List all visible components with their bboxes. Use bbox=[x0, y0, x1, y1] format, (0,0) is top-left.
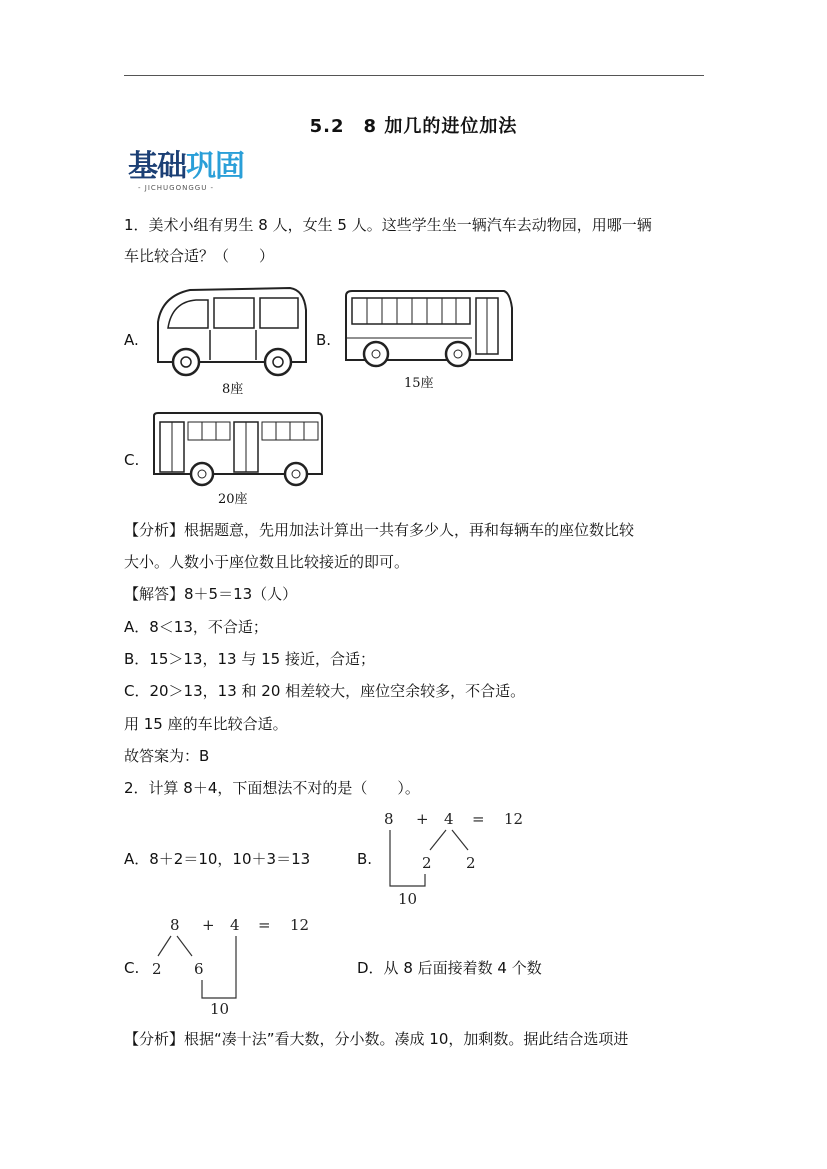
q1-option-b: B. bbox=[316, 331, 332, 349]
van-8-seat-image bbox=[150, 282, 310, 378]
diag-b-sum: 10 bbox=[398, 890, 418, 908]
a1-answer: 故答案为：B bbox=[124, 747, 210, 765]
page-title: 5.2 8 加几的进位加法 bbox=[309, 116, 518, 137]
q1-option-c: C. bbox=[124, 451, 140, 469]
banner-main-b: 巩固 bbox=[186, 149, 244, 184]
q2-option-b: B. bbox=[357, 850, 373, 868]
diag-c-s2: 6 bbox=[194, 960, 204, 978]
diag-c-sum: 10 bbox=[210, 1000, 230, 1018]
header-rule bbox=[124, 75, 704, 76]
a1-solution: 【解答】8＋5＝13（人） bbox=[124, 585, 298, 603]
a1-step-c: C．20＞13，13 和 20 相差较大，座位空余较多，不合适。 bbox=[124, 682, 526, 700]
q2-option-c: C. bbox=[124, 959, 140, 977]
diag-b-eq: = bbox=[472, 810, 485, 828]
diag-b-res: 12 bbox=[504, 810, 524, 828]
caption-8-seat: 8座 bbox=[222, 382, 244, 397]
q1-option-a: A. bbox=[124, 331, 139, 349]
q2-option-d: D．从 8 后面接着数 4 个数 bbox=[357, 959, 542, 977]
diag-c-s1: 2 bbox=[152, 960, 162, 978]
q1-line1: 1．美术小组有男生 8 人，女生 5 人。这些学生坐一辆汽车去动物园，用哪一辆 bbox=[124, 216, 652, 234]
banner-sub: - JICHUGONGGU - bbox=[138, 184, 215, 192]
diag-c-n1: 8 bbox=[170, 916, 180, 934]
banner-main bbox=[128, 150, 278, 184]
caption-15-seat: 15座 bbox=[404, 376, 434, 391]
diag-c-n2: 4 bbox=[230, 916, 240, 934]
diag-c-op: + bbox=[202, 916, 215, 934]
a2-analysis: 【分析】根据“凑十法”看大数，分小数。凑成 10，加剩数。据此结合选项进 bbox=[124, 1030, 629, 1048]
diagram-option-c bbox=[146, 912, 326, 1018]
diagram-option-b bbox=[378, 806, 528, 910]
q1-line2: 车比较合适？（ ） bbox=[124, 247, 275, 265]
q2-stem: 2．计算 8＋4，下面想法不对的是（ ）。 bbox=[124, 779, 420, 797]
bus-20-seat-image bbox=[150, 410, 325, 488]
a1-step-a: A．8＜13，不合适； bbox=[124, 618, 268, 636]
diag-b-s2: 2 bbox=[466, 854, 476, 872]
q2-option-a: A．8＋2＝10，10＋3＝13 bbox=[124, 850, 311, 868]
diag-b-op: + bbox=[416, 810, 429, 828]
diag-b-s1: 2 bbox=[422, 854, 432, 872]
a1-step-b: B．15＞13，13 与 15 接近，合适； bbox=[124, 650, 375, 668]
diag-c-eq: = bbox=[258, 916, 271, 934]
caption-20-seat: 20座 bbox=[218, 492, 248, 507]
a1-analysis-line2: 大小。人数小于座位数且比较接近的即可。 bbox=[124, 553, 410, 571]
a1-conclusion: 用 15 座的车比较合适。 bbox=[124, 715, 288, 733]
banner-main-a: 基础 bbox=[128, 149, 186, 184]
section-banner bbox=[128, 150, 278, 194]
diag-c-res: 12 bbox=[290, 916, 310, 934]
a1-analysis-line1: 【分析】根据题意，先用加法计算出一共有多少人，再和每辆车的座位数比较 bbox=[124, 521, 635, 539]
bus-15-seat-image bbox=[340, 288, 515, 374]
diag-b-n1: 8 bbox=[384, 810, 394, 828]
diag-b-n2: 4 bbox=[444, 810, 454, 828]
